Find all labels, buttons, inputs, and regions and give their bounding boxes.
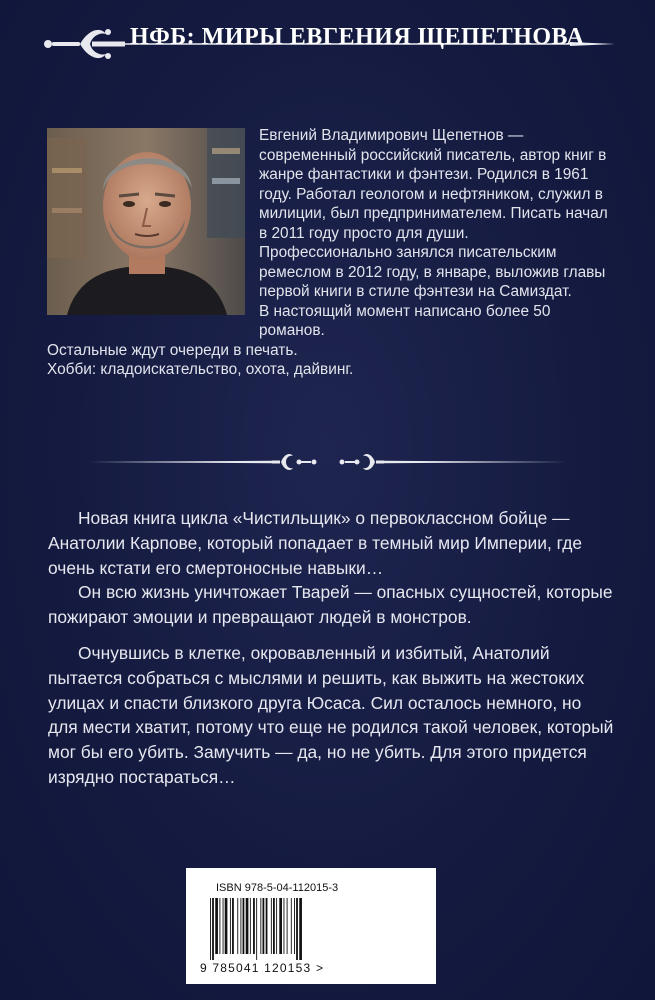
annotation-paragraph: Очнувшись в клетке, окровавленный и избитый, Анатолий пытается собраться с мыслями и решить, как выжить на жестоких улицах и спасти близкого друга Юсаса. Сил осталось немного, но для мести хватит, потому что еще не родился такой человек, который мог бы его убить. Замучить — да, но не убить. Для этого придется изрядно постараться… bbox=[48, 642, 614, 787]
bio-paragraph: Профессионально занялся писательским ремеслом в 2012 году, в январе, выложив главы первой книги в стиле фэнтези на Самиздат. bbox=[259, 244, 606, 300]
barcode-digits: 9 785041 120153 > bbox=[200, 961, 325, 975]
barcode-bar bbox=[291, 898, 292, 954]
series-title: НФБ: МИРЫ ЕВГЕНИЯ ЩЕПЕТНОВА bbox=[130, 24, 585, 50]
barcode-bar bbox=[279, 898, 282, 954]
barcode-bar bbox=[284, 898, 285, 954]
barcode-bar bbox=[219, 898, 220, 954]
annotation-paragraph: Новая книга цикла «Чистильщик» о первоклассном бойце — Анатолии Карпове, который попадает в темный мир Империи, где очень кстати его смертоносные навыки… bbox=[48, 508, 583, 578]
barcode-bar bbox=[212, 898, 214, 960]
annotation-paragraph: Он всю жизнь уничтожает Тварей — опасных сущностей, которые пожирают эмоции и превращают людей в монстров. bbox=[48, 582, 613, 628]
barcode-bar bbox=[230, 898, 231, 954]
barcode-bar bbox=[299, 898, 302, 960]
barcode-bar bbox=[240, 898, 241, 954]
barcode-bar bbox=[232, 898, 234, 954]
bio-paragraph: В настоящий момент написано более 50 романов. bbox=[259, 302, 551, 339]
barcode-bar bbox=[294, 898, 295, 954]
isbn-label: ISBN 978-5-04-112015-3 bbox=[216, 882, 339, 894]
barcode-bar bbox=[287, 898, 288, 954]
barcode-bar bbox=[223, 898, 224, 954]
barcode-bar bbox=[215, 898, 218, 954]
eksmo-logo-icon bbox=[365, 888, 415, 966]
ornament-divider bbox=[88, 450, 568, 474]
barcode-bar bbox=[237, 898, 238, 954]
bio-paragraph: Остальные ждут очереди в печать. bbox=[47, 341, 298, 359]
barcode-bar bbox=[266, 898, 268, 954]
barcode-bar bbox=[273, 898, 275, 954]
book-annotation bbox=[48, 506, 614, 790]
bio-paragraph: Евгений Владимирович Щепетнов — современный российский писатель, автор книг в жанре фантастики и фэнтези. Родился в 1961 году. Работал геологом и нефтяником, служил в милиции, был предпринимателем. Писать начал в 2011 году просто для души. bbox=[259, 127, 608, 242]
barcode-bar bbox=[246, 898, 249, 954]
bio-paragraph: Хобби: кладоискательство, охота, дайвинг. bbox=[47, 361, 354, 378]
barcode-bar bbox=[276, 898, 277, 954]
barcode-bar bbox=[296, 898, 298, 960]
barcode-icon bbox=[208, 898, 358, 960]
barcode-bar bbox=[225, 898, 228, 954]
barcode-bar bbox=[260, 898, 261, 954]
author-bio bbox=[47, 126, 617, 380]
barcode-bar bbox=[210, 898, 211, 960]
barcode-bar bbox=[263, 898, 265, 954]
barcode-bar bbox=[243, 898, 245, 954]
barcode-bar bbox=[253, 898, 255, 954]
barcode-bar bbox=[271, 898, 272, 954]
barcode-bar bbox=[250, 898, 251, 954]
barcode-bar bbox=[256, 898, 257, 960]
sword-divider-icon bbox=[88, 450, 568, 474]
